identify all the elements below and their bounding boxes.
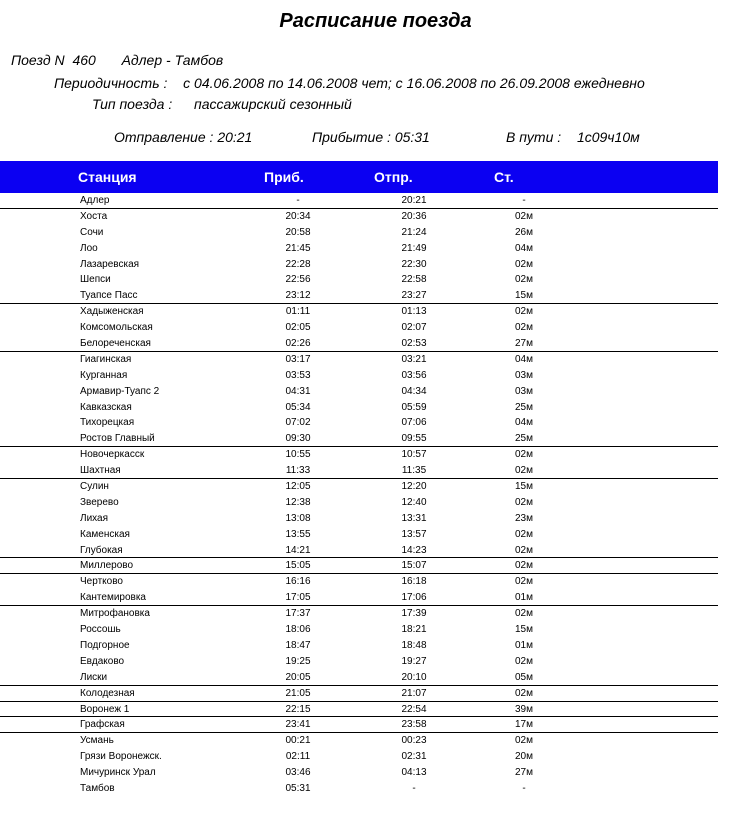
- station-cell: Тихорецкая: [80, 417, 135, 429]
- station-cell: Евдаково: [80, 655, 125, 667]
- arrival-cell: 11:33: [285, 465, 311, 477]
- departure-cell: 01:13: [401, 306, 427, 318]
- stop-duration-cell: 15м: [515, 290, 533, 302]
- travel-time-value: 1c09ч10м: [576, 129, 640, 145]
- arrival-cell: 21:05: [285, 687, 311, 699]
- departure-cell: 17:39: [401, 608, 427, 620]
- arrival-cell: 09:30: [285, 433, 311, 445]
- arrival-cell: 05:31: [285, 782, 311, 794]
- stop-duration-cell: 27м: [515, 338, 533, 350]
- stop-duration-cell: 02м: [515, 544, 533, 556]
- arrival-cell: 22:28: [285, 258, 311, 270]
- departure-cell: 20:10: [401, 671, 427, 683]
- stop-duration-cell: 25м: [515, 433, 533, 445]
- departure-cell: 22:58: [401, 274, 427, 286]
- departure-cell: 18:21: [401, 624, 427, 636]
- arrival-cell: 22:56: [285, 274, 311, 286]
- station-cell: Зверево: [80, 496, 119, 508]
- arrival-cell: 18:06: [285, 624, 311, 636]
- station-cell: Лазаревская: [80, 258, 140, 270]
- departure-cell: 18:48: [401, 639, 427, 651]
- departure-cell: 19:27: [401, 655, 427, 667]
- station-cell: Сочи: [80, 226, 104, 238]
- departure-value: 20:21: [217, 129, 253, 145]
- table-row: [0, 622, 718, 638]
- table-row: [0, 304, 718, 320]
- stop-duration-cell: 02м: [515, 322, 533, 334]
- header-station: Станция: [78, 169, 137, 185]
- arrival-value: 05:31: [394, 129, 430, 145]
- stop-duration-cell: 26м: [515, 226, 533, 238]
- stop-duration-cell: 03м: [515, 385, 533, 397]
- arrival-cell: 03:17: [285, 353, 311, 365]
- departure-cell: 02:53: [401, 338, 427, 350]
- station-cell: Чертково: [80, 576, 123, 588]
- stop-duration-cell: 15м: [515, 481, 533, 493]
- arrival-cell: 02:05: [285, 322, 311, 334]
- arrival-cell: 05:34: [285, 401, 311, 413]
- header-departure: Отпр.: [374, 169, 413, 185]
- table-row: [0, 670, 718, 686]
- arrival-cell: 12:38: [285, 496, 311, 508]
- stop-duration-cell: 25м: [515, 401, 533, 413]
- table-row: [0, 781, 718, 797]
- arrival-cell: 21:45: [285, 242, 311, 254]
- departure-cell: -: [412, 782, 416, 794]
- arrival-cell: 17:37: [285, 608, 311, 620]
- table-row: [0, 288, 718, 304]
- stop-duration-cell: 04м: [515, 242, 533, 254]
- station-cell: Воронеж 1: [80, 703, 130, 715]
- stop-duration-cell: -: [522, 195, 526, 206]
- station-cell: Гиагинская: [80, 353, 132, 365]
- station-cell: Кантемировка: [80, 592, 146, 604]
- departure-cell: 22:30: [401, 258, 427, 270]
- train-type-row: [92, 96, 352, 112]
- station-cell: Лоо: [80, 242, 98, 254]
- departure-cell: 16:18: [401, 576, 427, 588]
- table-row: [0, 336, 718, 352]
- train-number-label: Поезд N: [11, 52, 65, 68]
- departure-cell: 20:21: [401, 195, 427, 206]
- periodicity-value: с 04.06.2008 по 14.06.2008 чет; с 16.06.2008 по 26.09.2008 ежедневно: [183, 75, 645, 91]
- station-cell: Ростов Главный: [80, 433, 155, 445]
- station-cell: Колодезная: [80, 687, 135, 699]
- departure-cell: 11:35: [401, 465, 427, 477]
- station-cell: Шепси: [80, 274, 111, 286]
- departure-cell: 04:34: [401, 385, 427, 397]
- arrival-cell: 10:55: [285, 449, 311, 461]
- departure-cell: 04:13: [401, 767, 427, 779]
- arrival-cell: 23:41: [285, 719, 311, 731]
- station-cell: Кавказская: [80, 401, 132, 413]
- table-row: [0, 558, 718, 574]
- departure-cell: 13:57: [401, 528, 427, 540]
- train-type-label: Тип поезда :: [92, 96, 173, 112]
- schedule-table: [0, 193, 718, 797]
- departure-cell: 00:23: [401, 735, 427, 747]
- table-row: [0, 765, 718, 781]
- stop-duration-cell: 03м: [515, 369, 533, 381]
- arrival-cell: 20:34: [285, 210, 311, 222]
- station-cell: Миллерово: [80, 560, 134, 572]
- stop-duration-cell: 02м: [515, 449, 533, 461]
- table-row: [0, 495, 718, 511]
- page-title: Расписание поезда: [279, 10, 472, 32]
- departure-cell: 03:56: [401, 369, 427, 381]
- arrival-cell: 03:53: [285, 369, 311, 381]
- station-cell: Туапсе Пасс: [80, 290, 138, 302]
- departure-cell: 21:07: [401, 687, 427, 699]
- departure-cell: 23:27: [401, 290, 427, 302]
- table-row: [0, 209, 718, 225]
- arrival-cell: 14:21: [285, 544, 311, 556]
- table-row: [0, 400, 718, 416]
- table-row: [0, 606, 718, 622]
- arrival-cell: 04:31: [285, 385, 311, 397]
- arrival-cell: 19:25: [285, 655, 311, 667]
- table-row: [0, 272, 718, 288]
- stop-duration-cell: 02м: [515, 306, 533, 318]
- arrival-cell: 23:12: [285, 290, 311, 302]
- station-cell: Графская: [80, 719, 125, 731]
- table-row: [0, 384, 718, 400]
- station-cell: Сулин: [80, 481, 109, 493]
- station-cell: Белореченская: [80, 338, 151, 350]
- table-row: [0, 352, 718, 368]
- arrival-cell: 13:55: [285, 528, 311, 540]
- station-cell: Хоста: [80, 210, 108, 222]
- departure-cell: 22:54: [401, 703, 427, 715]
- departure-cell: 14:23: [401, 544, 427, 556]
- station-cell: Каменская: [80, 528, 130, 540]
- arrival-cell: 02:11: [285, 751, 311, 763]
- stop-duration-cell: 02м: [515, 210, 533, 222]
- station-cell: Тамбов: [80, 782, 115, 794]
- station-cell: Комсомольская: [80, 322, 153, 334]
- departure-cell: 10:57: [401, 449, 427, 461]
- departure-cell: 20:36: [401, 210, 427, 222]
- table-row: [0, 415, 718, 431]
- station-cell: Новочеркасск: [80, 449, 145, 461]
- table-row: [0, 479, 718, 495]
- travel-time-label: В пути :: [506, 129, 562, 145]
- departure-cell: 13:31: [401, 512, 427, 524]
- table-row: [0, 638, 718, 654]
- table-row: [0, 463, 718, 479]
- departure-cell: 12:20: [401, 481, 427, 493]
- stop-duration-cell: 05м: [515, 671, 533, 683]
- stop-duration-cell: 02м: [515, 465, 533, 477]
- departure-cell: 05:59: [401, 401, 427, 413]
- stop-duration-cell: 02м: [515, 576, 533, 588]
- station-cell: Грязи Воронежск.: [80, 751, 162, 763]
- station-cell: Адлер: [80, 195, 110, 206]
- arrival-cell: 07:02: [285, 417, 311, 429]
- table-row: [0, 527, 718, 543]
- departure-cell: 15:07: [401, 560, 427, 572]
- header-stop: Ст.: [494, 169, 514, 185]
- station-cell: Курганная: [80, 369, 128, 381]
- header-arrival: Приб.: [264, 169, 304, 185]
- stop-duration-cell: 02м: [515, 496, 533, 508]
- train-number: 460: [72, 52, 96, 68]
- station-cell: Армавир-Туапс 2: [80, 385, 160, 397]
- arrival-cell: 12:05: [285, 481, 311, 493]
- table-row: [0, 225, 718, 241]
- stop-duration-cell: 39м: [515, 703, 533, 715]
- table-row: [0, 654, 718, 670]
- arrival-cell: 22:15: [285, 703, 311, 715]
- departure-cell: 12:40: [401, 496, 427, 508]
- arrival-cell: 15:05: [285, 560, 311, 572]
- arrival-cell: 18:47: [285, 639, 311, 651]
- table-row: [0, 733, 718, 749]
- departure-cell: 07:06: [401, 417, 427, 429]
- departure-cell: 03:21: [401, 353, 427, 365]
- table-header: [0, 161, 718, 193]
- arrival-info: [312, 129, 430, 145]
- stop-duration-cell: 04м: [515, 353, 533, 365]
- arrival-cell: 00:21: [285, 735, 311, 747]
- table-row: [0, 574, 718, 590]
- station-cell: Усмань: [80, 735, 114, 747]
- station-cell: Лихая: [80, 512, 109, 524]
- stop-duration-cell: 27м: [515, 767, 533, 779]
- station-cell: Глубокая: [80, 544, 123, 556]
- table-row: [0, 749, 718, 765]
- table-row: [0, 543, 718, 559]
- table-row: [0, 257, 718, 273]
- station-cell: Мичуринск Урал: [80, 767, 156, 779]
- departure-label: Отправление :: [114, 129, 214, 145]
- stop-duration-cell: 01м: [515, 592, 533, 604]
- table-row: [0, 193, 718, 209]
- station-cell: Лиски: [80, 671, 108, 683]
- stop-duration-cell: 23м: [515, 512, 533, 524]
- arrival-cell: -: [296, 195, 300, 206]
- station-cell: Митрофановка: [80, 608, 150, 620]
- stop-duration-cell: 02м: [515, 735, 533, 747]
- arrival-cell: 13:08: [285, 512, 311, 524]
- arrival-cell: 02:26: [285, 338, 311, 350]
- stop-duration-cell: 02м: [515, 608, 533, 620]
- arrival-cell: 01:11: [285, 306, 311, 318]
- table-row: [0, 686, 718, 702]
- departure-info: [114, 129, 252, 145]
- stop-duration-cell: 15м: [515, 624, 533, 636]
- departure-cell: 02:07: [401, 322, 427, 334]
- stop-duration-cell: 02м: [515, 528, 533, 540]
- table-row: [0, 447, 718, 463]
- station-cell: Шахтная: [80, 465, 121, 477]
- station-cell: Россошь: [80, 624, 121, 636]
- arrival-cell: 20:05: [285, 671, 311, 683]
- departure-cell: 21:24: [401, 226, 427, 238]
- stop-duration-cell: 01м: [515, 639, 533, 651]
- table-row: [0, 241, 718, 257]
- train-route: Адлер - Тамбов: [121, 52, 224, 68]
- departure-cell: 17:06: [401, 592, 427, 604]
- arrival-cell: 03:46: [285, 767, 311, 779]
- table-row: [0, 431, 718, 447]
- train-type-value: пассажирский сезонный: [194, 96, 352, 112]
- stop-duration-cell: 04м: [515, 417, 533, 429]
- table-row: [0, 511, 718, 527]
- travel-time-info: [506, 129, 640, 145]
- departure-cell: 21:49: [401, 242, 427, 254]
- departure-cell: 02:31: [401, 751, 427, 763]
- arrival-cell: 20:58: [285, 226, 311, 238]
- table-row: [0, 368, 718, 384]
- table-row: [0, 590, 718, 606]
- arrival-cell: 17:05: [285, 592, 311, 604]
- train-info: [11, 52, 223, 68]
- departure-cell: 09:55: [401, 433, 427, 445]
- periodicity-label: Периодичность :: [54, 75, 168, 91]
- stop-duration-cell: 02м: [515, 274, 533, 286]
- arrival-label: Прибытие :: [312, 129, 391, 145]
- table-row: [0, 320, 718, 336]
- stop-duration-cell: 02м: [515, 687, 533, 699]
- stop-duration-cell: 02м: [515, 258, 533, 270]
- station-cell: Хадыженская: [80, 306, 144, 318]
- stop-duration-cell: 17м: [515, 719, 533, 731]
- periodicity-row: [54, 75, 645, 91]
- stop-duration-cell: 20м: [515, 751, 533, 763]
- stop-duration-cell: 02м: [515, 655, 533, 667]
- departure-cell: 23:58: [401, 719, 427, 731]
- arrival-cell: 16:16: [285, 576, 311, 588]
- station-cell: Подгорное: [80, 639, 130, 651]
- stop-duration-cell: -: [522, 782, 526, 794]
- stop-duration-cell: 02м: [515, 560, 533, 572]
- table-row: [0, 717, 718, 733]
- table-row: [0, 702, 718, 718]
